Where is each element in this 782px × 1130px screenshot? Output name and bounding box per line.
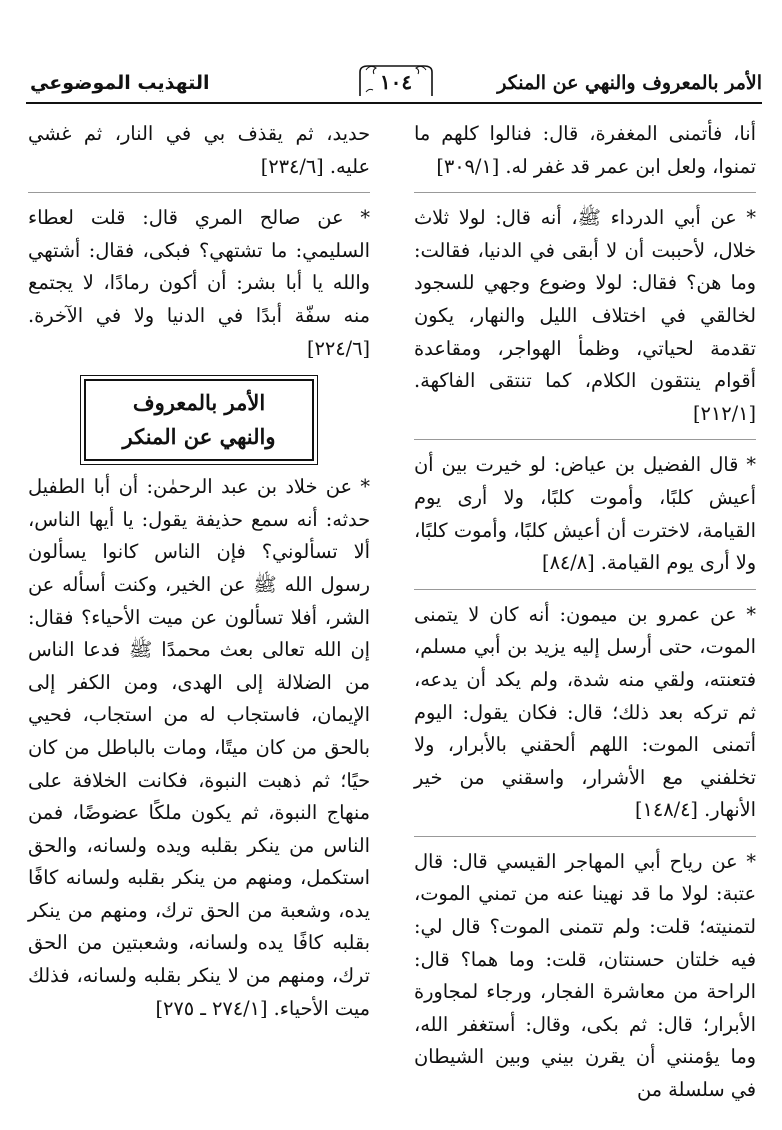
- section-heading-line: الأمر بالمعروف: [132, 390, 266, 416]
- section-heading-line: والنهي عن المنكر: [122, 424, 276, 450]
- paragraph: * عن أبي الدرداء ﷺ، أنه قال: لولا ثلاث خلال، لأحببت أن لا أبقى في الدنيا، فقالت: وما هن؟ فقال: لولا وضوع وجهي للسجود لخالقي في اختلاف الليل والنهار، يكون تقدمة لحياتي، وظمأ الهواجر، ومقاعدة أقوام ينتقون الكلام، كما تنتقى الفاكهة. [٢١٢/١]: [414, 206, 756, 425]
- paragraph-divider: [414, 192, 756, 193]
- paragraph: * قال الفضيل بن عياض: لو خيرت بين أن أعيش كلبًا، وأموت كلبًا، ولا أرى يوم القيامة، لاخترت أن أعيش كلبًا، وأموت كلبًا، ولا أرى يوم القيامة. [٨٤/٨]: [414, 453, 756, 575]
- section-heading: [84, 379, 314, 461]
- paragraph: * عن عمرو بن ميمون: أنه كان لا يتمنى الموت، حتى أرسل إليه يزيد بن أبي مسلم، فتعنته، ولقي منه شدة، ولم يكد أن يدعه، ثم تركه بعد ذلك؛ قال: فكان يقول: اليوم أتمنى الموت: اللهم ألحقني بالأبرار، ولا تخلفني مع الأشرار، واسقني من خير الأنهار. [١٤٨/٤]: [414, 602, 756, 822]
- paragraph: أنا، فأتمنى المغفرة، قال: فنالوا كلهم ما تمنوا، ولعل ابن عمر قد غفر له. [٣٠٩/١]: [414, 122, 756, 178]
- paragraph: * عن صالح المري قال: قلت لعطاء السليمي: ما تشتهي؟ فبكى، فقال: أشتهي والله يا أبا بشر: أن أكون رمادًا، لا يجتمع منه سفّة أبدًا في الدنيا ولا في الآخرة. [٢٢٤/٦]: [28, 206, 370, 360]
- book-title: التهذيب الموضوعي: [30, 72, 210, 94]
- paragraph-divider: [414, 836, 756, 837]
- chapter-title: الأمر بالمعروف والنهي عن المنكر: [497, 72, 762, 94]
- header-divider: [26, 102, 762, 104]
- paragraph: * عن رياح أبي المهاجر القيسي قال: قال عتبة: لولا ما قد نهينا عنه من تمني الموت، لتمنيته؛ قلت: ولم تتمنى الموت؟ قال لي: فيه خلتان حسنتان، قلت: وما هما؟ قال: الراحة من معاشرة الفجار، ورجاء لمجاورة الأبرار؛ قال: ثم بكى، وقال: أستغفر الله، وما يؤمنني أن يقرن بيني وبين الشيطان في سلسلة من: [414, 849, 756, 1102]
- page-number-frame: [356, 62, 436, 102]
- paragraph: حديد، ثم يقذف بي في النار، ثم غشي عليه. [٢٣٤/٦]: [28, 122, 370, 178]
- page-number: ١٠٤: [379, 70, 413, 94]
- left-column: [28, 118, 370, 1025]
- paragraph: * عن خلاد بن عبد الرحمٰن: أن أبا الطفيل حدثه: أنه سمع حذيفة يقول: يا أيها الناس، ألا تسألوني؟ فإن الناس كانوا يسألون رسول الله ﷺ عن الخير، وكنت أسأله عن الشر، أفلا تسألون عن ميت الأحياء؟ فقال: إن الله تعالى بعث محمدًا ﷺ فدعا الناس من الضلالة إلى الهدى، ومن الكفر إلى الإيمان، فاستجاب له من استجاب، فحيي بالحق من كان ميتًا، ومات بالباطل من كان حيًا؛ ثم ذهبت النبوة، فكانت الخلافة على منهاج النبوة، ثم يكون ملكًا عضوضًا، فمن الناس من ينكر بقلبه ويده ولسانه، والحق استكمل، ومنهم من ينكر بقلبه ولسانه كافًا يده، وشعبة من الحق ترك، ومنهم من ينكر بقلبه كافًا يده ولسانه، وشعبتين من الحق ترك، ومنهم من لا ينكر بقلبه ولسانه، فذلك ميت الأحياء. [٢٧٤/١ ـ ٢٧٥]: [28, 475, 370, 1020]
- paragraph-divider: [414, 589, 756, 590]
- paragraph-divider: [28, 192, 370, 193]
- paragraph-divider: [414, 439, 756, 440]
- right-column: [414, 118, 756, 1107]
